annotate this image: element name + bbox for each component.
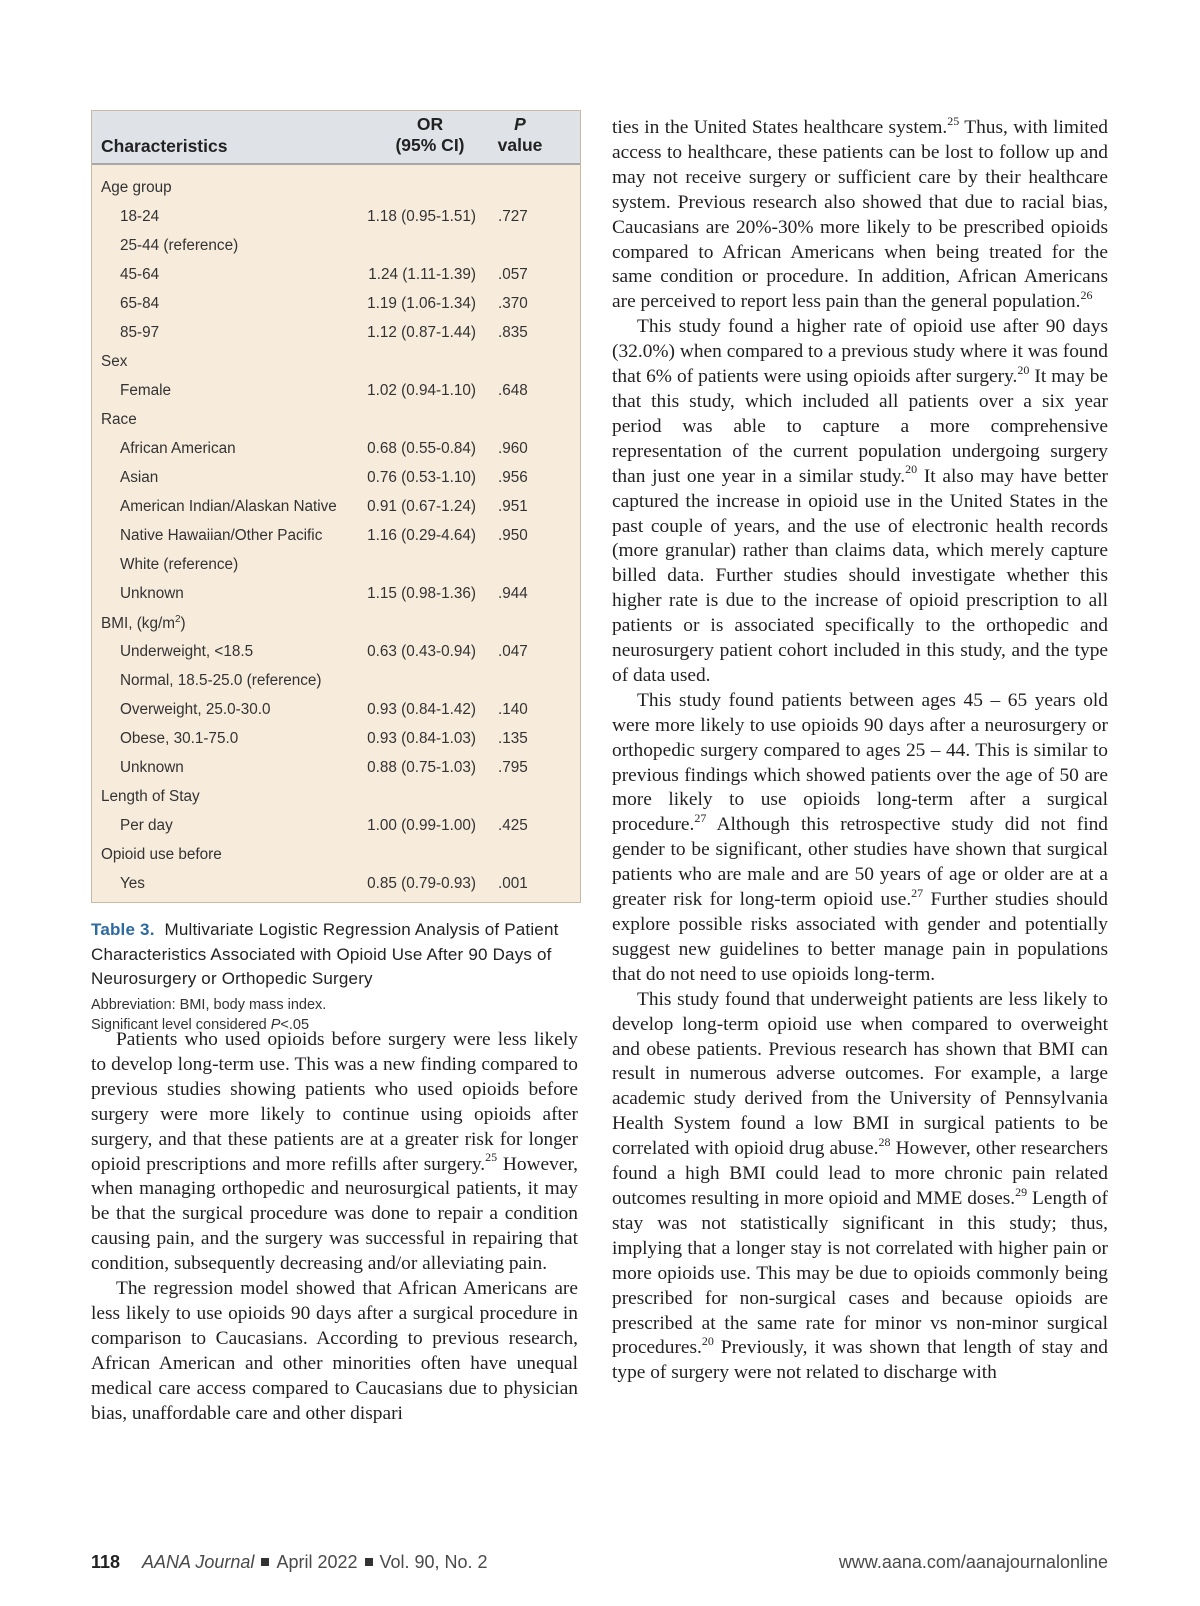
row-p-value: .001 <box>498 875 528 892</box>
issue-volume: Vol. 90, No. 2 <box>379 1552 488 1572</box>
body-paragraph: This study found a higher rate of opioid use after 90 days (32.0%) when compared to a previous study where it was found that 6% of patients were using opioids after surgery.$^{20}$ It may be that this study, which included all patients over a six year period was able to capture a more comprehensive representation of the current population undergoing surgery than just one year in a similar study.$^{20}$ It also may have better captured the increase in opioid use in the United States in the past couple of years, and the use of electronic health records (more granular) rather than claims data, which merely capture billed data. Further studies should investigate whether this higher rate is due to the increase of opioid prescription to all patients or is associated specifically to the orthopedic and neurosurgery patient cohort included in this study, and the type of data used. <box>612 316 1108 686</box>
row-label: Overweight, 25.0-30.0 <box>120 701 271 718</box>
row-odds-ratio: 0.93 (0.84-1.03) <box>367 730 476 747</box>
row-label: American Indian/Alaskan Native <box>120 498 337 515</box>
row-label: Sex <box>101 353 128 370</box>
row-label: White (reference) <box>120 556 239 573</box>
header-or <box>375 114 485 156</box>
row-label: 25-44 (reference) <box>120 237 239 254</box>
row-odds-ratio: 0.91 (0.67-1.24) <box>367 498 476 515</box>
table-header <box>92 111 580 165</box>
table-row <box>92 405 580 434</box>
table-row <box>92 637 580 666</box>
table-body <box>92 165 580 902</box>
table-row <box>92 695 580 724</box>
citation-ref: 20 <box>905 462 918 477</box>
body-paragraph: This study found patients between ages 45 – 65 years old were more likely to use opioids 90 days after a neurosurgery or orthopedic surgery compared to ages 25 – 44. This is similar to previous findings which showed patients over the age of 50 are more likely to use opioids long-term after a surgical procedure.$^{27}$ Although this retrospective study did not find gender to be significant, other studies have shown that surgical patients who are male and are 50 years of age or older are at a greater risk for long-term opioid use.$^{27}$ Further studies should explore possible risks associated with gender and potentially suggest new guidelines to better manage pain in populations that do not need to use opioids long-term. <box>612 689 1108 985</box>
header-or-line2: (95% CI) <box>395 135 465 155</box>
separator-square-icon <box>261 1558 269 1566</box>
row-label: Female <box>120 382 172 399</box>
left-column-text <box>91 1028 578 1427</box>
row-p-value: .950 <box>498 527 528 544</box>
row-p-value: .795 <box>498 759 528 776</box>
table-row <box>92 347 580 376</box>
row-label: Age group <box>101 179 172 196</box>
citation-ref: 27 <box>911 885 924 900</box>
row-p-value: .047 <box>498 643 528 660</box>
table-row <box>92 231 580 260</box>
row-label: 18-24 <box>120 208 160 225</box>
row-label: Yes <box>120 875 145 892</box>
caption-significance: Significant level considered P<.05 <box>91 1016 310 1033</box>
row-odds-ratio: 0.85 (0.79-0.93) <box>367 875 476 892</box>
citation-ref: 20 <box>701 1333 714 1348</box>
row-label: 65-84 <box>120 295 160 312</box>
citation-ref: 25 <box>947 113 960 128</box>
row-label: Unknown <box>120 759 184 776</box>
page-number: 118 <box>91 1552 121 1572</box>
table-row <box>92 202 580 231</box>
row-label: Race <box>101 411 137 428</box>
header-p-line2: value <box>497 135 543 155</box>
table-row <box>92 318 580 347</box>
header-or-line1: OR <box>416 114 444 134</box>
row-odds-ratio: 1.16 (0.29-4.64) <box>367 527 476 544</box>
table-row <box>92 811 580 840</box>
row-label: Opioid use before <box>101 846 222 863</box>
table-row <box>92 753 580 782</box>
header-p-line1: P <box>514 114 526 134</box>
row-label: BMI, $(kg/m^2)$ <box>101 614 186 633</box>
table-row <box>92 869 580 898</box>
row-label: 85-97 <box>120 324 160 341</box>
table-row <box>92 782 580 811</box>
caption-title-text: Multivariate Logistic Regression Analysis of Patient Characteristics Associated with Opioid Use After 90 Days of Neurosurgery or Orthopedic Surgery <box>91 920 559 988</box>
table-row <box>92 840 580 869</box>
row-p-value: .944 <box>498 585 528 602</box>
row-odds-ratio: 0.93 (0.84-1.42) <box>367 701 476 718</box>
table-row <box>92 492 580 521</box>
row-p-value: .648 <box>498 382 528 399</box>
row-label: Obese, 30.1-75.0 <box>120 730 239 747</box>
header-characteristics: Characteristics <box>101 136 228 156</box>
table-row <box>92 376 580 405</box>
row-odds-ratio: 1.12 (0.87-1.44) <box>367 324 476 341</box>
row-odds-ratio: 1.15 (0.98-1.36) <box>367 585 476 602</box>
row-p-value: .960 <box>498 440 528 457</box>
table-caption <box>91 918 571 1035</box>
row-odds-ratio: 1.18 (0.95-1.51) <box>367 208 476 225</box>
citation-ref: 29 <box>1015 1184 1028 1199</box>
row-odds-ratio: 1.24 (1.11-1.39) <box>368 266 476 283</box>
table-row <box>92 434 580 463</box>
citation-ref: 28 <box>878 1134 891 1149</box>
row-odds-ratio: 0.68 (0.55-0.84) <box>367 440 476 457</box>
row-label: 45-64 <box>120 266 160 283</box>
row-label: Normal, 18.5-25.0 (reference) <box>120 672 322 689</box>
table-row <box>92 521 580 550</box>
row-label: Asian <box>120 469 159 486</box>
caption-abbreviation: Abbreviation: BMI, body mass index. <box>91 996 327 1013</box>
row-p-value: .956 <box>498 469 528 486</box>
citation-ref: 26 <box>1080 287 1093 302</box>
right-column-text <box>612 113 1109 1386</box>
row-p-value: .425 <box>498 817 528 834</box>
caption-table-number: Table 3. <box>91 920 155 939</box>
table-row <box>92 173 580 202</box>
regression-table <box>91 110 581 903</box>
body-paragraph: Patients who used opioids before surgery were less likely to develop long-term use. This was a new finding compared to previous studies showing patients who used opioids before surgery were more likely to continue using opioids after surgery, and that these patients are at a greater risk for longer opioid prescriptions and more refills after surgery.$^{25}$ However, when managing orthopedic and neurosurgical patients, it may be that the surgical procedure was done to repair a condition causing pain, and the surgery was successful in repairing that condition, subsequently decreasing and/or alleviating pain. <box>91 1029 578 1275</box>
row-odds-ratio: 1.00 (0.99-1.00) <box>367 817 476 834</box>
row-p-value: .835 <box>498 324 528 341</box>
table-row <box>92 608 580 637</box>
row-label: Underweight, <18.5 <box>120 643 254 660</box>
body-paragraph: The regression model showed that African Americans are less likely to use opioids 90 days after a surgical procedure in comparison to Caucasians. According to previous research, African American and other minorities often have unequal medical care access compared to Caucasians due to physician bias, unaffordable care and other dispari <box>91 1278 578 1424</box>
journal-name: AANA Journal <box>142 1552 255 1572</box>
body-paragraph: ties in the United States healthcare system.$^{25}$ Thus, with limited access to healthcare, these patients can be lost to follow up and may not receive surgery or sufficient care by their healthcare system. Previous research also showed that due to racial bias, Caucasians are 20%-30% more likely to be prescribed opioids compared to African Americans when being treated for the same condition or procedure. In addition, African Americans are perceived to report less pain than the general population.$^{26}$ <box>612 113 1108 313</box>
row-p-value: .370 <box>498 295 528 312</box>
table-row <box>92 463 580 492</box>
citation-ref: 25 <box>485 1150 498 1165</box>
issue-date: April 2022 <box>276 1552 358 1572</box>
table-row <box>92 579 580 608</box>
header-p <box>488 114 552 156</box>
row-odds-ratio: 0.76 (0.53-1.10) <box>367 469 476 486</box>
row-p-value: .727 <box>498 208 528 225</box>
table-row <box>92 666 580 695</box>
page-footer <box>91 1552 1108 1578</box>
caption-title <box>91 918 571 992</box>
table-row <box>92 289 580 318</box>
citation-ref: 27 <box>694 810 707 825</box>
row-p-value: .057 <box>498 266 528 283</box>
citation-ref: 20 <box>1017 362 1030 377</box>
body-paragraph: This study found that underweight patients are less likely to develop long-term opioid use when compared to overweight and obese patients. Previous research has shown that BMI can result in numerous adverse outcomes. For example, a large academic study derived from the University of Pennsylvania Health System found a low BMI in surgical patients to be correlated with opioid drug abuse.$^{28}$ However, other researchers found a high BMI could lead to more chronic pain related outcomes resulting in more opioid and MME doses.$^{29}$ Length of stay was not statistically significant in this study; thus, implying that a longer stay is not correlated with higher pain or more opioids use. This may be due to opioids commonly being prescribed for non-surgical cases and because opioids are prescribed at the same rate for minor vs non-minor surgical procedures.$^{20}$ Previously, it was shown that length of stay and type of surgery were not related to discharge with <box>612 988 1109 1384</box>
row-label: Length of Stay <box>101 788 200 805</box>
row-label: Native Hawaiian/Other Pacific <box>120 527 323 544</box>
row-p-value: .951 <box>498 498 528 515</box>
table-row <box>92 550 580 579</box>
row-p-value: .140 <box>498 701 528 718</box>
row-label: Per day <box>120 817 173 834</box>
table-row <box>92 724 580 753</box>
row-odds-ratio: 0.88 (0.75-1.03) <box>367 759 476 776</box>
separator-square-icon <box>365 1558 373 1566</box>
row-odds-ratio: 1.02 (0.94-1.10) <box>367 382 476 399</box>
row-label: Unknown <box>120 585 184 602</box>
row-odds-ratio: 0.63 (0.43-0.94) <box>367 643 476 660</box>
journal-website[interactable]: www.aana.com/aanajournalonline <box>838 1552 1108 1572</box>
table-row <box>92 260 580 289</box>
row-label: African American <box>120 440 236 457</box>
row-odds-ratio: 1.19 (1.06-1.34) <box>367 295 476 312</box>
row-p-value: .135 <box>498 730 528 747</box>
